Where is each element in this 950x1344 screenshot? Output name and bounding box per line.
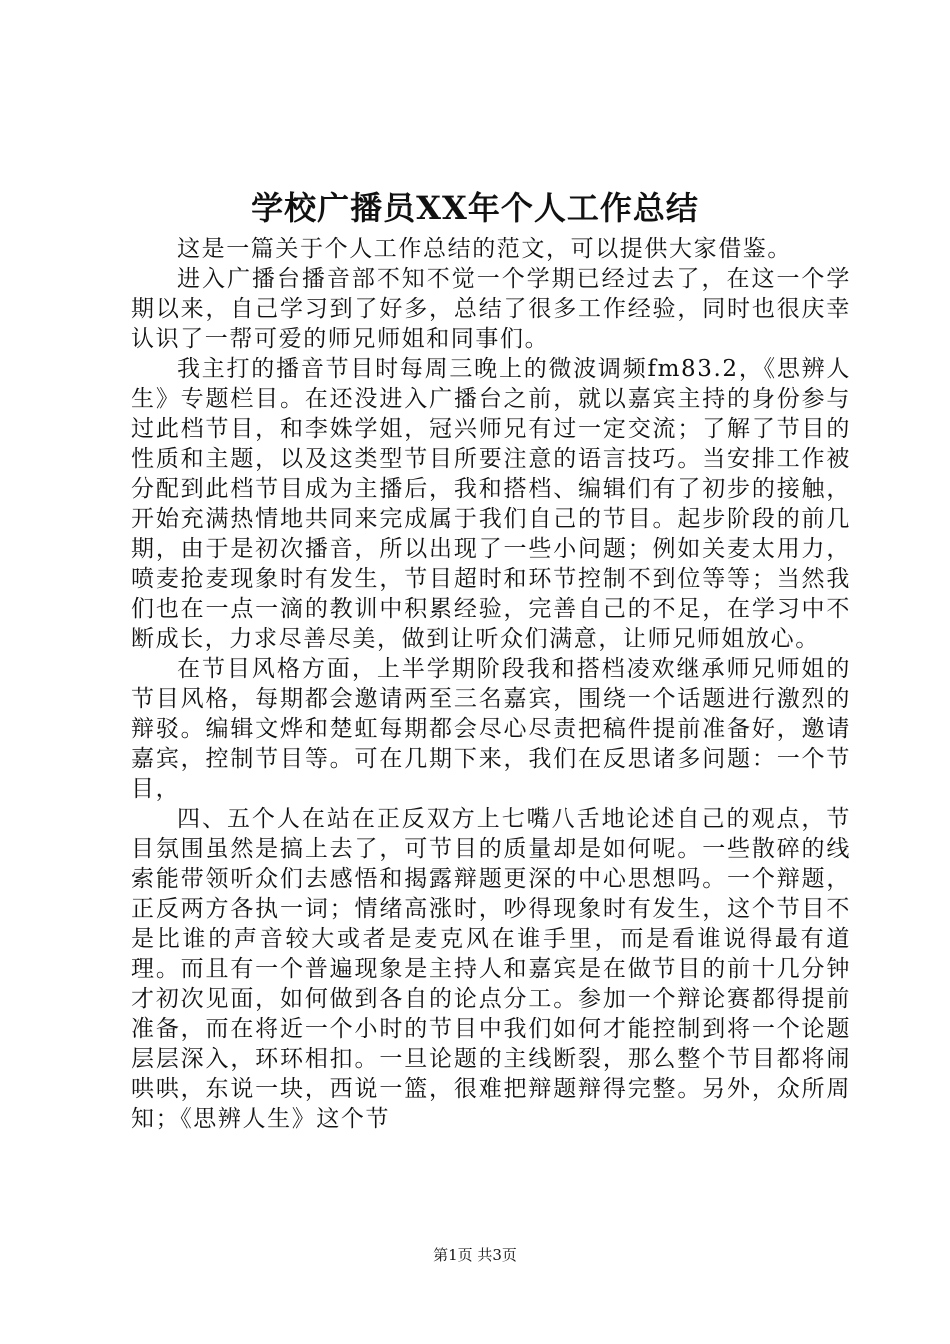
paragraph-3: 我主打的播音节目时每周三晚上的微波调频fm83.2，《思辨人生》专题栏目。在还没进入广播台之前，就以嘉宾主持的身份参与过此档节目，和李姝学姐，冠兴师兄有过一定交流；了解了节目的性质和主题，以及这类型节目所要注意的语言技巧。当安排工作被分配到此档节目成为主播后，我和搭档、编辑们有了初步的接触，开始充满热情地共同来完成属于我们自己的节目。起步阶段的前几期，由于是初次播音，所以出现了一些小问题；例如关麦太用力，喷麦抢麦现象时有发生，节目超时和环节控制不到位等等；当然我们也在一点一滴的教训中积累经验，完善自己的不足，在学习中不断成长，力求尽善尽美，做到让听众们满意，让师兄师姐放心。 (131, 356, 851, 652)
paragraph-5: 四、五个人在站在正反双方上七嘴八舌地论述自己的观点，节目氛围虽然是搞上去了，可节目的质量却是如何呢。一些散碎的线索能带领听众们去感悟和揭露辩题更深的中心思想吗。一个辩题，正反两方各执一词；情绪高涨时，吵得现象时有发生，这个节目不是比谁的声音较大或者是麦克风在谁手里，而是看谁说得最有道理。而且有一个普遍现象是主持人和嘉宾是在做节目的前十几分钟才初次见面，如何做到各自的论点分工。参加一个辩论赛都得提前准备，而在将近一个小时的节目中我们如何才能控制到将一个论题层层深入，环环相扣。一旦论题的主线断裂，那么整个节目都将闹哄哄，东说一块，西说一篮，很难把辩题辩得完整。另外，众所周知；《思辨人生》这个节 (131, 806, 851, 1132)
paragraph-2: 进入广播台播音部不知不觉一个学期已经过去了，在这一个学期以来，自己学习到了好多，总结了很多工作经验，同时也很庆幸认识了一帮可爱的师兄师姐和同事们。 (131, 266, 851, 352)
page-number-footer: 第1页 共3页 (433, 1246, 517, 1264)
document-title: 学校广播员XX年个人工作总结 (251, 189, 699, 227)
document-body (131, 234, 851, 1134)
paragraph-4: 在节目风格方面，上半学期阶段我和搭档凌欢继承师兄师姐的节目风格，每期都会邀请两至三名嘉宾，围绕一个话题进行激烈的辩驳。编辑文烨和楚虹每期都会尽心尽责把稿件提前准备好，邀请嘉宾，控制节目等。可在几期下来，我们在反思诸多问题：一个节目， (131, 656, 851, 802)
paragraph-1: 这是一篇关于个人工作总结的范文，可以提供大家借鉴。 (177, 236, 792, 262)
